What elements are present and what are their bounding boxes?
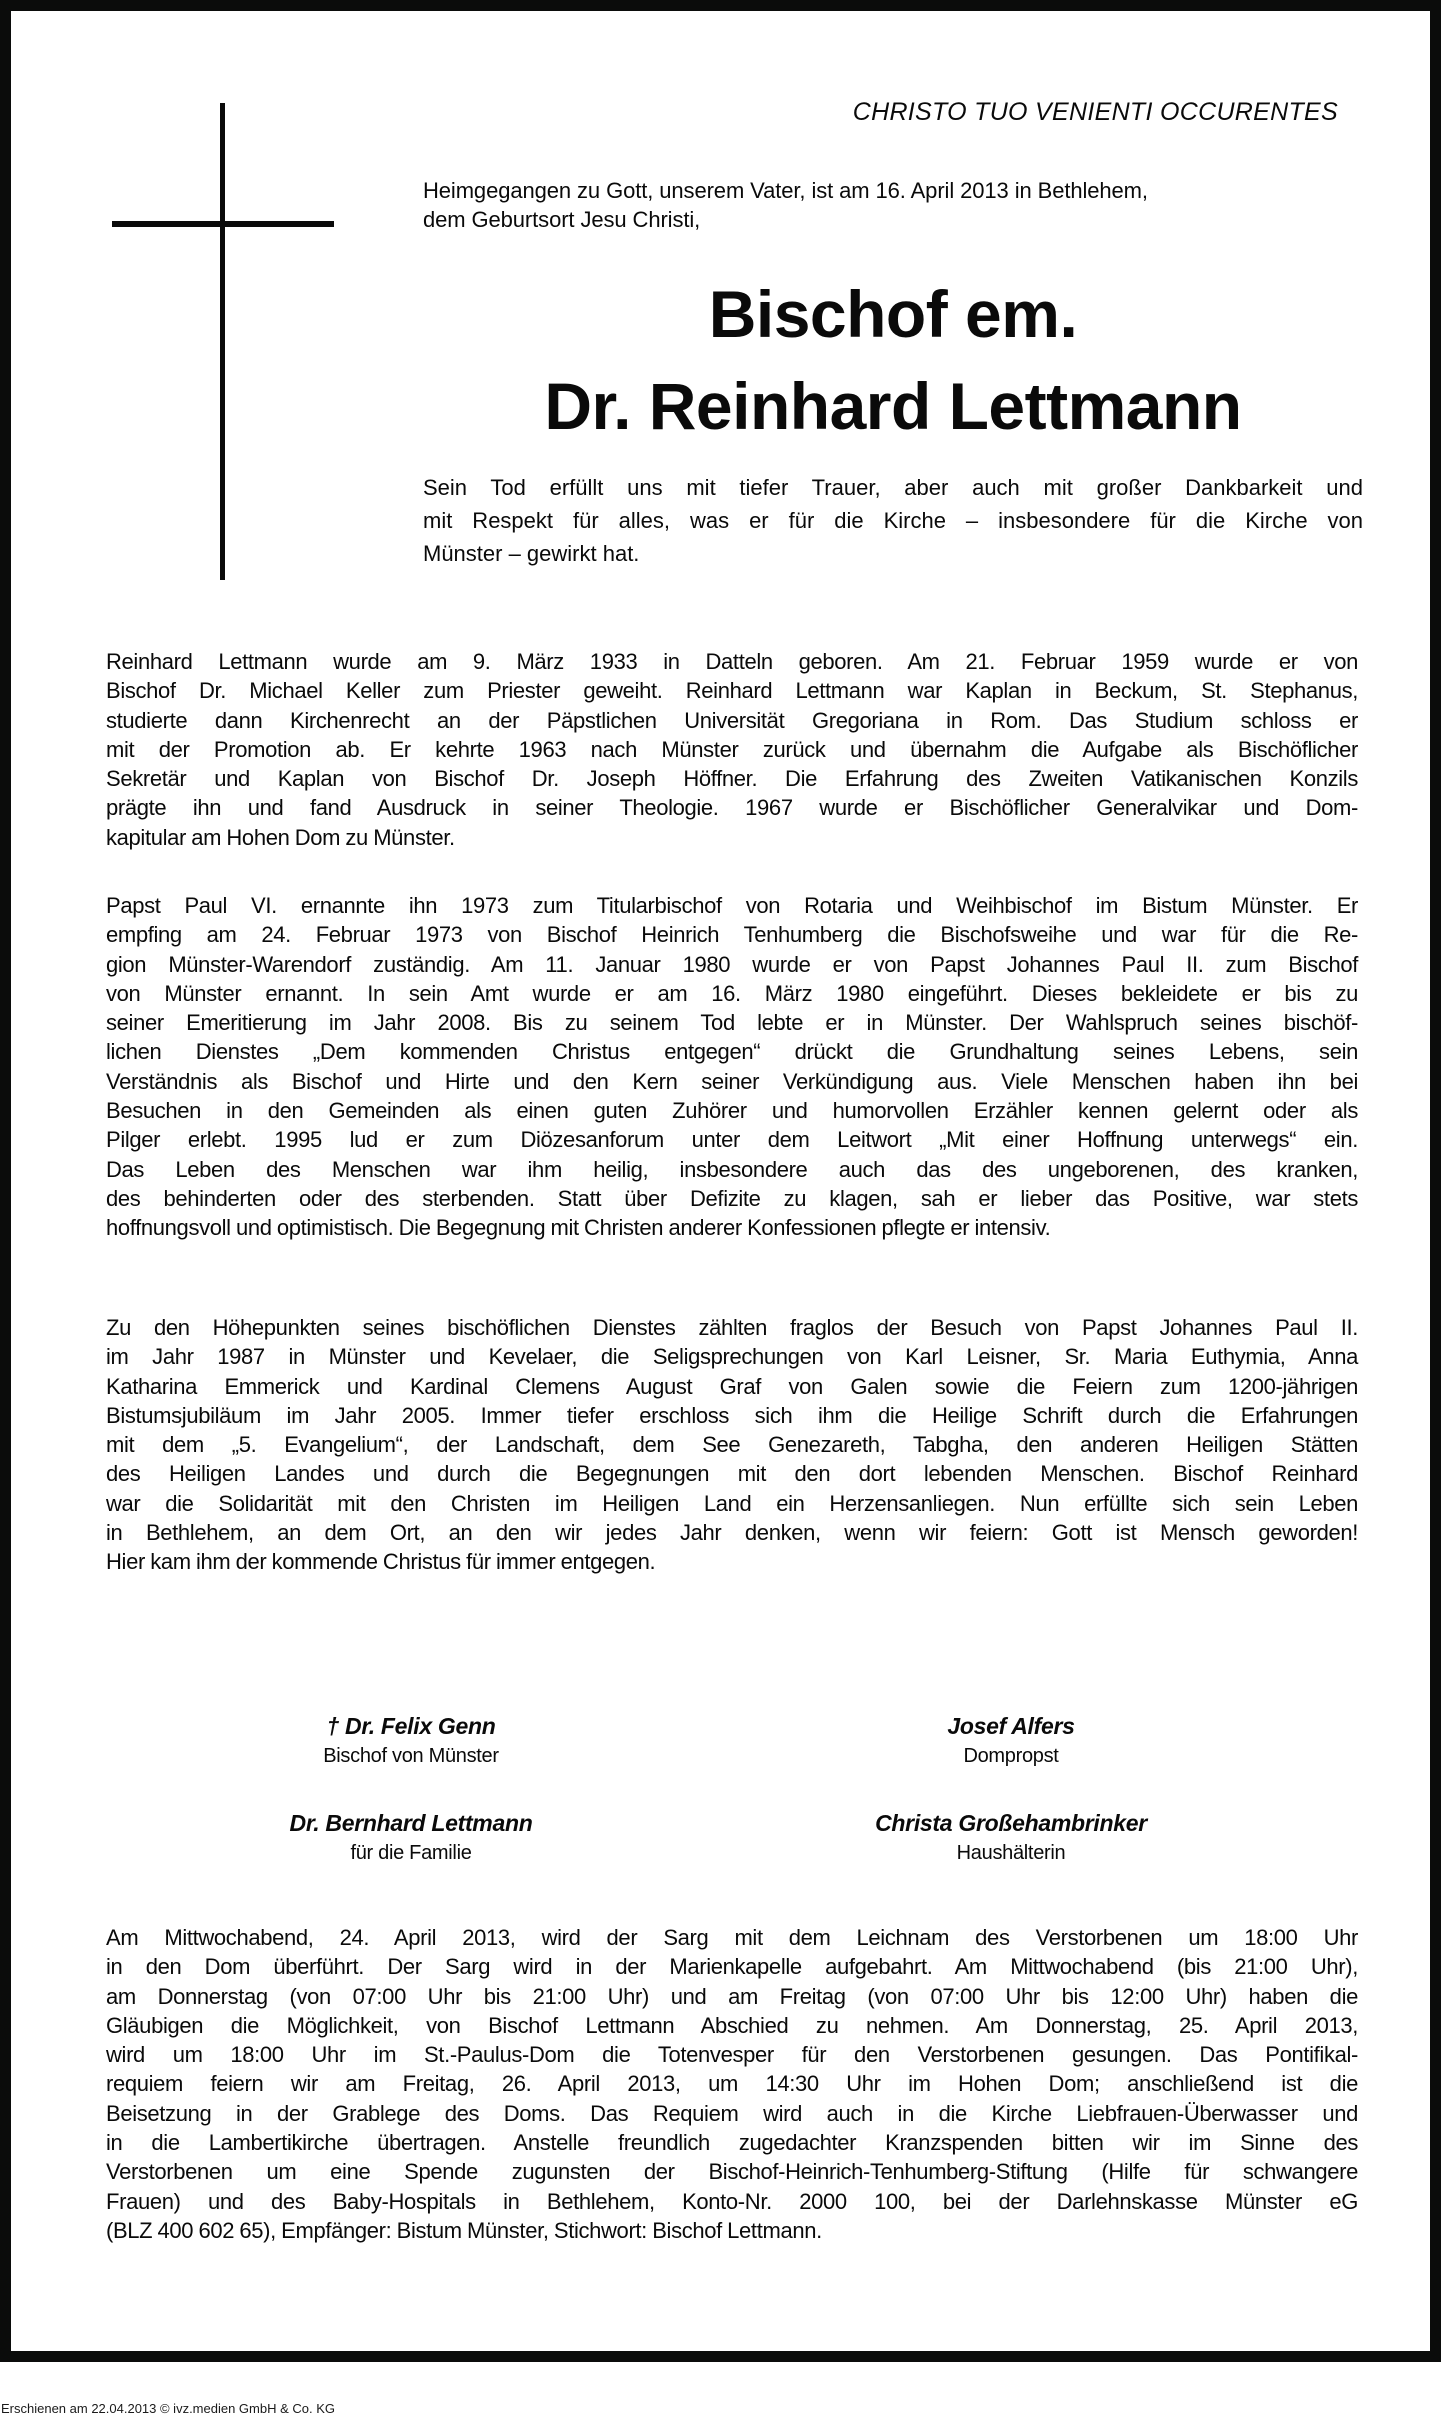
text-line: im Jahr 1987 in Münster und Kevelaer, die Seligsprechungen von Karl Leisner, Sr. Maria Euthymia, Anna	[106, 1344, 1358, 1370]
intro-line: Heimgegangen zu Gott, unserem Vater, ist am 16. April 2013 in Bethlehem,	[423, 178, 1148, 203]
text-line: am Donnerstag (von 07:00 Uhr bis 21:00 Uhr) und am Freitag (von 07:00 Uhr bis 12:00 Uhr) haben die	[106, 1983, 1358, 2009]
lead-line: Sein Tod erfüllt uns mit tiefer Trauer, aber auch mit großer Dankbarkeit und	[423, 475, 1363, 500]
deceased-name-heading	[423, 268, 1363, 452]
lead-line: mit Respekt für alles, was er für die Kirche – insbesondere für die Kirche von	[423, 508, 1363, 533]
text-line: Hier kam ihm der kommende Christus für immer entgegen.	[106, 1549, 656, 1575]
biography-paragraph-2	[106, 891, 1358, 1243]
text-line: (BLZ 400 602 65), Empfänger: Bistum Münster, Stichwort: Bischof Lettmann.	[106, 2217, 822, 2243]
text-line: Gläubigen die Möglichkeit, von Bischof Lettmann Abschied zu nehmen. Am Donnerstag, 25. April 2013,	[106, 2012, 1358, 2038]
heading-name: Dr. Reinhard Lettmann	[544, 369, 1242, 443]
text-line: Katharina Emmerick und Kardinal Clemens August Graf von Galen sowie die Feiern zum 1200-jährigen	[106, 1373, 1358, 1399]
text-line: kapitular am Hohen Dom zu Münster.	[106, 824, 455, 850]
publication-footer: Erschienen am 22.04.2013 © ivz.medien GmbH & Co. KG	[1, 2401, 336, 2416]
text-line: Sekretär und Kaplan von Bischof Dr. Joseph Höffner. Die Erfahrung des Zweiten Vatikanischen Konzils	[106, 766, 1358, 792]
text-line: prägte ihn und fand Ausdruck in seiner Theologie. 1967 wurde er Bischöflicher Generalvikar und Dom-	[106, 795, 1358, 821]
text-line: Beisetzung in der Grablege des Doms. Das Requiem wird auch in die Kirche Liebfrauen-Überwasser und	[106, 2100, 1358, 2126]
text-line: seiner Emeritierung im Jahr 2008. Bis zu seinem Tod lebte er in Münster. Der Wahlspruch seines bischöf-	[106, 1010, 1358, 1036]
text-line: von Münster ernannt. In sein Amt wurde er am 16. März 1980 eingeführt. Dieses bekleidete er bis zu	[106, 980, 1358, 1006]
text-line: empfing am 24. Februar 1973 von Bischof Heinrich Tenhumberg die Bischofsweihe und war für die Re-	[106, 922, 1358, 948]
signatory-name: † Dr. Felix Genn	[326, 1713, 496, 1739]
text-line: requiem feiern wir am Freitag, 26. April 2013, um 14:30 Uhr im Hohen Dom; anschließend ist die	[106, 2071, 1358, 2097]
signatory-block	[801, 1808, 1221, 1869]
signatory-name: Dr. Bernhard Lettmann	[289, 1810, 533, 1836]
cross-icon-crossbar	[112, 221, 334, 227]
text-line: wird um 18:00 Uhr im St.-Paulus-Dom die Totenvesper für den Verstorbenen gesungen. Das Pontifikal-	[106, 2042, 1358, 2068]
biography-paragraph-1	[106, 647, 1358, 852]
signatory-block	[201, 1711, 621, 1772]
text-line: Besuchen in den Gemeinden als einen guten Zuhörer und humorvollen Erzähler kennen gelernt oder als	[106, 1098, 1358, 1124]
text-line: mit der Promotion ab. Er kehrte 1963 nach Münster zurück und übernahm die Aufgabe als Bischöflicher	[106, 736, 1358, 762]
intro-line: dem Geburtsort Jesu Christi,	[423, 207, 701, 232]
text-line: des Heiligen Landes und durch die Begegnungen mit den dort lebenden Menschen. Bischof Reinhard	[106, 1461, 1358, 1487]
signatory-role: Dompropst	[963, 1745, 1059, 1767]
signatory-block	[801, 1711, 1221, 1772]
text-line: Bischof Dr. Michael Keller zum Priester geweiht. Reinhard Lettmann war Kaplan in Beckum, St. Stephanus,	[106, 678, 1358, 704]
lead-text	[423, 471, 1363, 570]
cross-icon	[220, 103, 225, 580]
signatory-role: Haushälterin	[956, 1842, 1066, 1864]
lead-line: Münster – gewirkt hat.	[423, 541, 640, 566]
text-line: Papst Paul VI. ernannte ihn 1973 zum Titularbischof von Rotaria und Weihbischof im Bistum Münster. Er	[106, 893, 1358, 918]
text-line: des behinderten oder des sterbenden. Statt über Defizite zu klagen, sah er lieber das Positive, war stets	[106, 1185, 1358, 1211]
text-line: lichen Dienstes „Dem kommenden Christus entgegen“ drückt die Grundhaltung seines Lebens, sein	[106, 1039, 1358, 1065]
biography-paragraph-3	[106, 1313, 1358, 1577]
text-line: Verständnis als Bischof und Hirte und den Kern seiner Verkündigung aus. Viele Menschen haben ihn bei	[106, 1068, 1358, 1094]
signatory-role: für die Familie	[350, 1842, 472, 1864]
funeral-arrangements	[106, 1923, 1358, 2245]
text-line: in Bethlehem, an dem Ort, an den wir jedes Jahr denken, wenn wir feiern: Gott ist Mensch geworden!	[106, 1520, 1358, 1546]
intro-text	[423, 176, 1363, 234]
text-line: Bistumsjubiläum im Jahr 2005. Immer tiefer erschloss sich ihm die Heilige Schrift durch die Erfahrungen	[106, 1402, 1358, 1428]
text-line: Frauen) und des Baby-Hospitals in Bethlehem, Konto-Nr. 2000 100, bei der Darlehnskasse Münster eG	[106, 2188, 1358, 2214]
text-line: studierte dann Kirchenrecht an der Päpstlichen Universität Gregoriana in Rom. Das Studium schloss er	[106, 707, 1358, 733]
text-line: war die Solidarität mit den Christen im Heiligen Land ein Herzensanliegen. Nun erfüllte sich sein Leben	[106, 1490, 1358, 1516]
text-line: in die Lambertikirche übertragen. Anstelle freundlich zugedachter Kranzspenden bitten wir im Sinne des	[106, 2130, 1358, 2156]
text-line: in den Dom überführt. Der Sarg wird in der Marienkapelle aufgebahrt. Am Mittwochabend (bis 21:00 Uhr),	[106, 1954, 1358, 1980]
text-line: Zu den Höhepunkten seines bischöflichen Dienstes zählten fraglos der Besuch von Papst Johannes Paul II.	[106, 1315, 1358, 1340]
signatory-block	[201, 1808, 621, 1869]
text-line: mit dem „5. Evangelium“, der Landschaft, dem See Genezareth, Tabgha, den anderen Heiligen Stätten	[106, 1432, 1358, 1458]
text-line: Pilger erlebt. 1995 lud er zum Diözesanforum unter dem Leitwort „Mit einer Hoffnung unterwegs“ ein.	[106, 1127, 1358, 1153]
text-line: Am Mittwochabend, 24. April 2013, wird der Sarg mit dem Leichnam des Verstorbenen um 18:00 Uhr	[106, 1925, 1358, 1950]
text-line: Reinhard Lettmann wurde am 9. März 1933 in Datteln geboren. Am 21. Februar 1959 wurde er von	[106, 649, 1358, 674]
motto: CHRISTO TUO VENIENTI OCCURENTES	[852, 98, 1338, 126]
text-line: Verstorbenen um eine Spende zugunsten der Bischof-Heinrich-Tenhumberg-Stiftung (Hilfe für schwangere	[106, 2159, 1358, 2185]
text-line: Das Leben des Menschen war ihm heilig, insbesondere auch das des ungeborenen, des kranken,	[106, 1156, 1358, 1182]
signatory-name: Josef Alfers	[947, 1713, 1075, 1739]
heading-title: Bischof em.	[708, 277, 1078, 351]
text-line: gion Münster-Warendorf zuständig. Am 11. Januar 1980 wurde er von Papst Johannes Paul II. zum Bischof	[106, 951, 1358, 977]
text-line: hoffnungsvoll und optimistisch. Die Begegnung mit Christen anderer Konfessionen pflegte er intensiv.	[106, 1215, 1051, 1241]
signatory-role: Bischof von Münster	[323, 1745, 499, 1767]
signatory-name: Christa Großehambrinker	[875, 1810, 1147, 1836]
